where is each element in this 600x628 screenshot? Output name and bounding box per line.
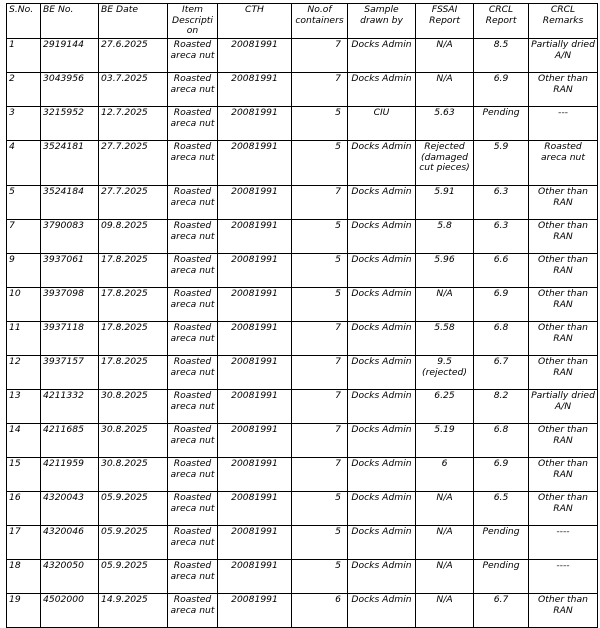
cell-sample-drawn-by: Docks Admin <box>348 594 416 628</box>
cell-crcl-report: 6.7 <box>474 594 529 628</box>
cell-sno: 5 <box>7 186 41 220</box>
cell-sample-drawn-by: Docks Admin <box>348 322 416 356</box>
cell-crcl-remarks: Other than RAN <box>529 288 598 322</box>
cell-crcl-remarks: Partially dried A/N <box>529 390 598 424</box>
cell-cth: 20081991 <box>218 73 292 107</box>
table-row <box>7 492 598 526</box>
cell-cth: 20081991 <box>218 492 292 526</box>
column-header-be-no: BE No. <box>41 4 99 39</box>
cell-item-description: Roasted areca nut <box>168 39 218 73</box>
cell-sample-drawn-by: Docks Admin <box>348 458 416 492</box>
cell-fssai-report: 6.25 <box>416 390 474 424</box>
cell-sample-drawn-by: Docks Admin <box>348 560 416 594</box>
cell-crcl-report: Pending <box>474 560 529 594</box>
areca-nut-consignment-table <box>6 3 598 628</box>
cell-be-no: 3937098 <box>41 288 99 322</box>
cell-cth: 20081991 <box>218 288 292 322</box>
cell-be-no: 3524184 <box>41 186 99 220</box>
cell-be-no: 4211332 <box>41 390 99 424</box>
cell-be-no: 3937157 <box>41 356 99 390</box>
cell-be-no: 3215952 <box>41 107 99 141</box>
cell-sample-drawn-by: Docks Admin <box>348 492 416 526</box>
cell-item-description: Roasted areca nut <box>168 254 218 288</box>
cell-be-date: 17.8.2025 <box>99 322 168 356</box>
cell-no-of-containers: 5 <box>292 254 348 288</box>
cell-cth: 20081991 <box>218 390 292 424</box>
cell-be-date: 14.9.2025 <box>99 594 168 628</box>
cell-item-description: Roasted areca nut <box>168 560 218 594</box>
cell-item-description: Roasted areca nut <box>168 220 218 254</box>
cell-fssai-report: N/A <box>416 526 474 560</box>
cell-be-no: 4320043 <box>41 492 99 526</box>
cell-crcl-report: Pending <box>474 526 529 560</box>
column-header-cth: CTH <box>218 4 292 39</box>
header-row <box>7 4 598 39</box>
table-row <box>7 526 598 560</box>
cell-sample-drawn-by: Docks Admin <box>348 220 416 254</box>
cell-fssai-report: 5.63 <box>416 107 474 141</box>
cell-no-of-containers: 7 <box>292 458 348 492</box>
cell-sample-drawn-by: Docks Admin <box>348 73 416 107</box>
cell-sno: 10 <box>7 288 41 322</box>
cell-sno: 3 <box>7 107 41 141</box>
cell-be-date: 27.7.2025 <box>99 186 168 220</box>
cell-cth: 20081991 <box>218 356 292 390</box>
cell-be-no: 3524181 <box>41 141 99 186</box>
cell-no-of-containers: 5 <box>292 141 348 186</box>
table-row <box>7 458 598 492</box>
table-header <box>7 4 598 39</box>
cell-item-description: Roasted areca nut <box>168 390 218 424</box>
cell-be-date: 17.8.2025 <box>99 254 168 288</box>
cell-fssai-report: 5.8 <box>416 220 474 254</box>
column-header-sample-drawn-by: Sample drawn by <box>348 4 416 39</box>
cell-be-date: 27.6.2025 <box>99 39 168 73</box>
cell-sno: 4 <box>7 141 41 186</box>
cell-crcl-remarks: Other than RAN <box>529 424 598 458</box>
cell-be-no: 4211959 <box>41 458 99 492</box>
cell-no-of-containers: 7 <box>292 356 348 390</box>
cell-be-no: 4320046 <box>41 526 99 560</box>
cell-crcl-report: 6.3 <box>474 186 529 220</box>
cell-cth: 20081991 <box>218 254 292 288</box>
cell-be-date: 30.8.2025 <box>99 424 168 458</box>
cell-item-description: Roasted areca nut <box>168 594 218 628</box>
cell-cth: 20081991 <box>218 560 292 594</box>
cell-crcl-remarks: Roasted areca nut <box>529 141 598 186</box>
cell-crcl-remarks: Partially dried A/N <box>529 39 598 73</box>
cell-crcl-remarks: ---- <box>529 526 598 560</box>
cell-sample-drawn-by: Docks Admin <box>348 186 416 220</box>
cell-crcl-report: 8.2 <box>474 390 529 424</box>
cell-crcl-report: 6.8 <box>474 322 529 356</box>
cell-crcl-remarks: Other than RAN <box>529 458 598 492</box>
cell-sample-drawn-by: Docks Admin <box>348 356 416 390</box>
cell-crcl-report: Pending <box>474 107 529 141</box>
cell-no-of-containers: 7 <box>292 73 348 107</box>
column-header-fssai-report: FSSAI Report <box>416 4 474 39</box>
cell-crcl-remarks: Other than RAN <box>529 73 598 107</box>
table-body <box>7 39 598 628</box>
report-table-container <box>6 3 598 628</box>
table-row <box>7 560 598 594</box>
cell-be-date: 30.8.2025 <box>99 458 168 492</box>
cell-be-date: 05.9.2025 <box>99 526 168 560</box>
table-row <box>7 322 598 356</box>
table-row <box>7 186 598 220</box>
cell-cth: 20081991 <box>218 322 292 356</box>
cell-cth: 20081991 <box>218 594 292 628</box>
cell-crcl-report: 6.5 <box>474 492 529 526</box>
cell-sample-drawn-by: Docks Admin <box>348 254 416 288</box>
cell-sno: 14 <box>7 424 41 458</box>
table-row <box>7 356 598 390</box>
table-row <box>7 288 598 322</box>
cell-crcl-remarks: Other than RAN <box>529 254 598 288</box>
cell-fssai-report: 6 <box>416 458 474 492</box>
cell-crcl-report: 6.3 <box>474 220 529 254</box>
table-row <box>7 39 598 73</box>
cell-be-no: 3043956 <box>41 73 99 107</box>
cell-no-of-containers: 7 <box>292 39 348 73</box>
cell-crcl-remarks: Other than RAN <box>529 594 598 628</box>
cell-no-of-containers: 5 <box>292 220 348 254</box>
table-row <box>7 254 598 288</box>
cell-no-of-containers: 7 <box>292 322 348 356</box>
cell-item-description: Roasted areca nut <box>168 186 218 220</box>
cell-crcl-report: 6.9 <box>474 288 529 322</box>
cell-no-of-containers: 7 <box>292 186 348 220</box>
cell-crcl-remarks: Other than RAN <box>529 322 598 356</box>
cell-item-description: Roasted areca nut <box>168 458 218 492</box>
column-header-crcl-report: CRCL Report <box>474 4 529 39</box>
column-header-sno: S.No. <box>7 4 41 39</box>
cell-crcl-remarks: Other than RAN <box>529 492 598 526</box>
cell-sno: 16 <box>7 492 41 526</box>
cell-be-no: 3937118 <box>41 322 99 356</box>
cell-be-date: 05.9.2025 <box>99 492 168 526</box>
cell-fssai-report: N/A <box>416 492 474 526</box>
cell-be-date: 09.8.2025 <box>99 220 168 254</box>
cell-be-date: 30.8.2025 <box>99 390 168 424</box>
cell-fssai-report: N/A <box>416 73 474 107</box>
cell-crcl-report: 6.9 <box>474 458 529 492</box>
cell-fssai-report: N/A <box>416 39 474 73</box>
cell-sno: 15 <box>7 458 41 492</box>
cell-item-description: Roasted areca nut <box>168 141 218 186</box>
cell-fssai-report: N/A <box>416 560 474 594</box>
column-header-be-date: BE Date <box>99 4 168 39</box>
cell-fssai-report: 9.5 (rejected) <box>416 356 474 390</box>
table-row <box>7 424 598 458</box>
cell-sno: 1 <box>7 39 41 73</box>
cell-sample-drawn-by: Docks Admin <box>348 390 416 424</box>
cell-crcl-remarks: Other than RAN <box>529 186 598 220</box>
cell-be-date: 17.8.2025 <box>99 356 168 390</box>
cell-no-of-containers: 7 <box>292 424 348 458</box>
cell-sno: 19 <box>7 594 41 628</box>
cell-sno: 7 <box>7 220 41 254</box>
table-row <box>7 594 598 628</box>
cell-sample-drawn-by: Docks Admin <box>348 526 416 560</box>
cell-item-description: Roasted areca nut <box>168 288 218 322</box>
column-header-item-description: Item Description <box>168 4 218 39</box>
cell-no-of-containers: 5 <box>292 560 348 594</box>
cell-no-of-containers: 5 <box>292 526 348 560</box>
cell-sno: 13 <box>7 390 41 424</box>
cell-sno: 18 <box>7 560 41 594</box>
cell-fssai-report: 5.91 <box>416 186 474 220</box>
cell-cth: 20081991 <box>218 186 292 220</box>
cell-no-of-containers: 6 <box>292 594 348 628</box>
cell-sample-drawn-by: Docks Admin <box>348 424 416 458</box>
cell-crcl-remarks: --- <box>529 107 598 141</box>
cell-fssai-report: Rejected (damaged cut pieces) <box>416 141 474 186</box>
cell-crcl-report: 8.5 <box>474 39 529 73</box>
cell-crcl-report: 6.6 <box>474 254 529 288</box>
cell-be-no: 2919144 <box>41 39 99 73</box>
cell-item-description: Roasted areca nut <box>168 492 218 526</box>
cell-be-no: 4320050 <box>41 560 99 594</box>
cell-no-of-containers: 5 <box>292 288 348 322</box>
cell-item-description: Roasted areca nut <box>168 356 218 390</box>
cell-no-of-containers: 5 <box>292 107 348 141</box>
cell-fssai-report: N/A <box>416 288 474 322</box>
cell-be-date: 17.8.2025 <box>99 288 168 322</box>
cell-no-of-containers: 7 <box>292 390 348 424</box>
cell-sample-drawn-by: Docks Admin <box>348 39 416 73</box>
cell-be-date: 12.7.2025 <box>99 107 168 141</box>
table-row <box>7 220 598 254</box>
cell-cth: 20081991 <box>218 107 292 141</box>
table-row <box>7 390 598 424</box>
cell-no-of-containers: 5 <box>292 492 348 526</box>
cell-be-no: 3937061 <box>41 254 99 288</box>
cell-be-date: 03.7.2025 <box>99 73 168 107</box>
cell-sno: 17 <box>7 526 41 560</box>
table-row <box>7 73 598 107</box>
cell-fssai-report: 5.96 <box>416 254 474 288</box>
cell-cth: 20081991 <box>218 39 292 73</box>
cell-item-description: Roasted areca nut <box>168 526 218 560</box>
table-row <box>7 107 598 141</box>
cell-be-date: 05.9.2025 <box>99 560 168 594</box>
cell-item-description: Roasted areca nut <box>168 73 218 107</box>
cell-crcl-report: 6.9 <box>474 73 529 107</box>
cell-sno: 9 <box>7 254 41 288</box>
cell-sno: 12 <box>7 356 41 390</box>
cell-fssai-report: 5.58 <box>416 322 474 356</box>
cell-sample-drawn-by: CIU <box>348 107 416 141</box>
cell-crcl-report: 6.8 <box>474 424 529 458</box>
cell-crcl-report: 5.9 <box>474 141 529 186</box>
cell-cth: 20081991 <box>218 424 292 458</box>
column-header-no-of-containers: No.of containers <box>292 4 348 39</box>
column-header-crcl-remarks: CRCL Remarks <box>529 4 598 39</box>
cell-crcl-remarks: Other than RAN <box>529 356 598 390</box>
cell-cth: 20081991 <box>218 220 292 254</box>
cell-crcl-remarks: Other than RAN <box>529 220 598 254</box>
cell-fssai-report: N/A <box>416 594 474 628</box>
cell-be-no: 4502000 <box>41 594 99 628</box>
cell-be-no: 3790083 <box>41 220 99 254</box>
cell-crcl-remarks: ---- <box>529 560 598 594</box>
cell-item-description: Roasted areca nut <box>168 107 218 141</box>
table-row <box>7 141 598 186</box>
cell-cth: 20081991 <box>218 141 292 186</box>
cell-item-description: Roasted areca nut <box>168 322 218 356</box>
cell-cth: 20081991 <box>218 458 292 492</box>
cell-be-no: 4211685 <box>41 424 99 458</box>
cell-item-description: Roasted areca nut <box>168 424 218 458</box>
cell-sample-drawn-by: Docks Admin <box>348 141 416 186</box>
cell-crcl-report: 6.7 <box>474 356 529 390</box>
cell-sno: 2 <box>7 73 41 107</box>
cell-sample-drawn-by: Docks Admin <box>348 288 416 322</box>
cell-fssai-report: 5.19 <box>416 424 474 458</box>
cell-sno: 11 <box>7 322 41 356</box>
cell-cth: 20081991 <box>218 526 292 560</box>
cell-be-date: 27.7.2025 <box>99 141 168 186</box>
